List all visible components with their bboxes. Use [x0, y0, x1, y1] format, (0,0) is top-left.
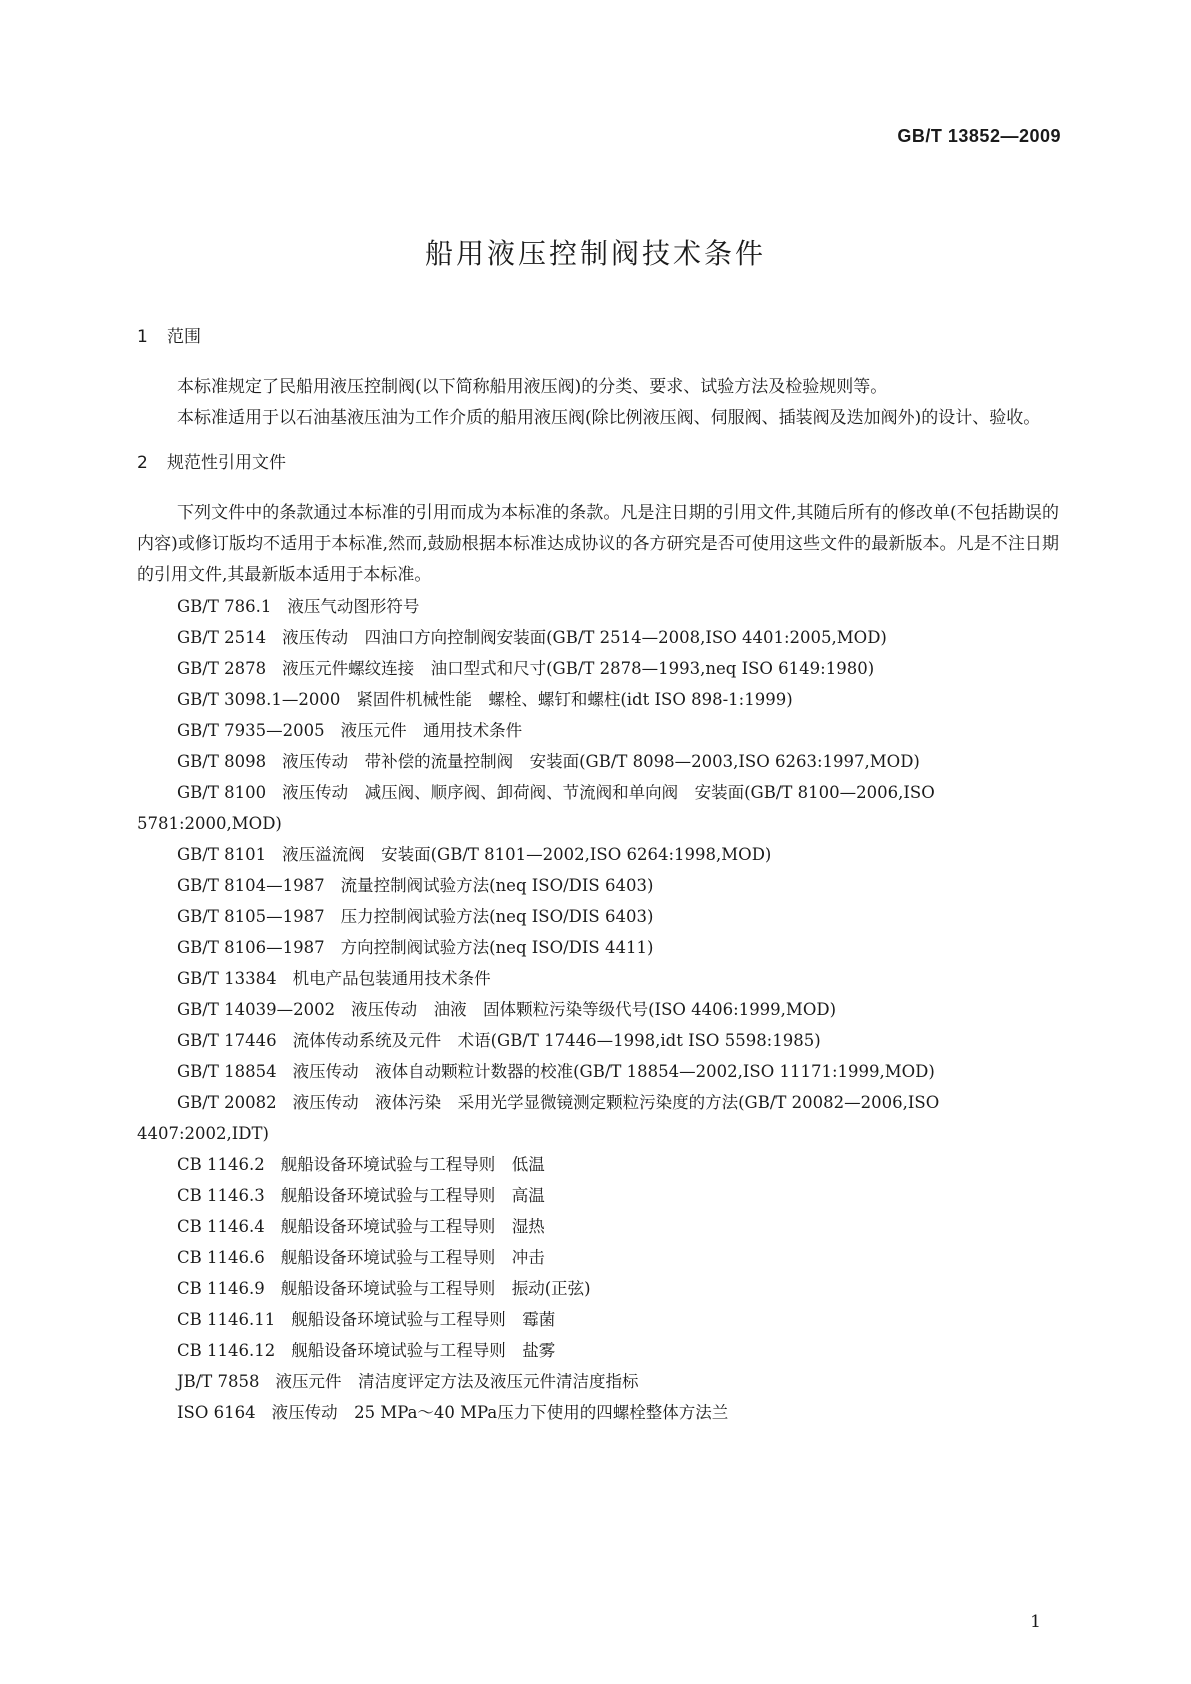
reference-code: GB/T 14039—2002: [177, 1000, 336, 1019]
reference-item: [137, 684, 1059, 715]
document-body: [137, 322, 1059, 1428]
reference-code: GB/T 18854: [177, 1062, 277, 1081]
reference-code: GB/T 8100: [177, 783, 267, 802]
reference-title: 液压传动 四油口方向控制阀安装面(GB/T 2514—2008,ISO 4401:2005,MOD): [282, 628, 887, 647]
reference-title: 舰船设备环境试验与工程导则 霉菌: [291, 1310, 556, 1329]
reference-title: 舰船设备环境试验与工程导则 盐雾: [291, 1341, 556, 1360]
reference-code: GB/T 20082: [177, 1093, 277, 1112]
reference-title: 液压传动 25 MPa～40 MPa压力下使用的四螺栓整体方法兰: [271, 1403, 729, 1422]
reference-title: 舰船设备环境试验与工程导则 湿热: [280, 1217, 545, 1236]
reference-code: GB/T 8104—1987: [177, 876, 325, 895]
reference-code: GB/T 8106—1987: [177, 938, 325, 957]
reference-code: GB/T 786.1: [177, 597, 272, 616]
reference-title: 液压溢流阀 安装面(GB/T 8101—2002,ISO 6264:1998,MOD): [282, 845, 772, 864]
reference-item: [137, 1273, 1059, 1304]
reference-title: 液压传动 油液 固体颗粒污染等级代号(ISO 4406:1999,MOD): [351, 1000, 837, 1019]
reference-item: [137, 715, 1059, 746]
reference-code: JB/T 7858: [177, 1372, 260, 1391]
reference-code: GB/T 8098: [177, 752, 267, 771]
reference-code: GB/T 7935—2005: [177, 721, 325, 740]
reference-code: GB/T 2514: [177, 628, 267, 647]
reference-item: [137, 1211, 1059, 1242]
reference-title: 液压元件螺纹连接 油口型式和尺寸(GB/T 2878—1993,neq ISO 6149:1980): [282, 659, 875, 678]
reference-title: 方向控制阀试验方法(neq ISO/DIS 4411): [340, 938, 654, 957]
reference-title: 机电产品包装通用技术条件: [292, 969, 491, 988]
reference-code: CB 1146.9: [177, 1279, 265, 1298]
reference-item: [137, 1304, 1059, 1335]
reference-title: 流量控制阀试验方法(neq ISO/DIS 6403): [340, 876, 654, 895]
reference-item: [137, 1335, 1059, 1366]
reference-title: 舰船设备环境试验与工程导则 高温: [280, 1186, 545, 1205]
reference-title: 压力控制阀试验方法(neq ISO/DIS 6403): [340, 907, 654, 926]
paragraph: 本标准规定了民船用液压控制阀(以下简称船用液压阀)的分类、要求、试验方法及检验规则等。: [177, 377, 888, 397]
reference-title: 舰船设备环境试验与工程导则 低温: [280, 1155, 545, 1174]
section-title: 规范性引用文件: [167, 453, 286, 473]
reference-title: 液压传动 液体自动颗粒计数器的校准(GB/T 18854—2002,ISO 11171:1999,MOD): [292, 1062, 935, 1081]
reference-title: 液压元件 通用技术条件: [340, 721, 523, 740]
paragraph: 本标准适用于以石油基液压油为工作介质的船用液压阀(除比例液压阀、伺服阀、插装阀及迭加阀外)的设计、验收。: [177, 408, 1041, 428]
reference-item: [137, 994, 1059, 1025]
section-number: 2: [137, 453, 148, 473]
reference-title: 液压传动 带补偿的流量控制阀 安装面(GB/T 8098—2003,ISO 6263:1997,MOD): [282, 752, 920, 771]
reference-item: [137, 777, 1059, 839]
reference-item: [137, 653, 1059, 684]
reference-code: CB 1146.12: [177, 1341, 276, 1360]
reference-item: [137, 622, 1059, 653]
reference-item: [137, 870, 1059, 901]
reference-code: CB 1146.2: [177, 1155, 265, 1174]
reference-code: GB/T 3098.1—2000: [177, 690, 341, 709]
reference-item: [137, 746, 1059, 777]
standard-code: GB/T 13852—2009: [897, 126, 1061, 146]
reference-item: [137, 1056, 1059, 1087]
section-heading-references: [137, 448, 1059, 478]
reference-item: [137, 1366, 1059, 1397]
reference-title: 舰船设备环境试验与工程导则 冲击: [280, 1248, 545, 1267]
reference-item: [137, 932, 1059, 963]
reference-title: 流体传动系统及元件 术语(GB/T 17446—1998,idt ISO 5598:1985): [292, 1031, 821, 1050]
reference-item: [137, 1180, 1059, 1211]
reference-code: GB/T 17446: [177, 1031, 277, 1050]
reference-code: GB/T 8105—1987: [177, 907, 325, 926]
reference-item: [137, 1149, 1059, 1180]
reference-item: [137, 963, 1059, 994]
paragraph: 下列文件中的条款通过本标准的引用而成为本标准的条款。凡是注日期的引用文件,其随后所有的修改单(不包括勘误的内容)或修订版均不适用于本标准,然而,鼓励根据本标准达成协议的各方研究是否可使用这些文件的最新版本。凡是不注日期的引用文件,其最新版本适用于本标准。: [137, 503, 1059, 585]
reference-code: CB 1146.3: [177, 1186, 265, 1205]
reference-item: [137, 591, 1059, 622]
reference-title: 液压气动图形符号: [287, 597, 420, 616]
reference-title: 液压传动 液体污染 采用光学显微镜测定颗粒污染度的方法(GB/T 20082—2006,ISO 4407:2002,IDT): [137, 1093, 940, 1143]
reference-code: CB 1146.11: [177, 1310, 276, 1329]
reference-code: GB/T 8101: [177, 845, 267, 864]
reference-code: ISO 6164: [177, 1403, 256, 1422]
reference-title: 液压元件 清洁度评定方法及液压元件清洁度指标: [275, 1372, 639, 1391]
reference-code: GB/T 2878: [177, 659, 267, 678]
section-heading-scope: [137, 322, 1059, 352]
section-number: 1: [137, 327, 148, 347]
reference-code: CB 1146.4: [177, 1217, 265, 1236]
reference-code: CB 1146.6: [177, 1248, 265, 1267]
reference-item: [137, 1025, 1059, 1056]
reference-item: [137, 1242, 1059, 1273]
reference-title: 紧固件机械性能 螺栓、螺钉和螺柱(idt ISO 898-1:1999): [356, 690, 793, 709]
reference-title: 液压传动 减压阀、顺序阀、卸荷阀、节流阀和单向阀 安装面(GB/T 8100—2006,ISO 5781:2000,MOD): [137, 783, 935, 833]
reference-code: GB/T 13384: [177, 969, 277, 988]
document-title: 船用液压控制阀技术条件: [424, 237, 766, 270]
reference-item: [137, 1397, 1059, 1428]
reference-list: [137, 591, 1059, 1428]
section-title: 范围: [167, 327, 201, 347]
reference-item: [137, 901, 1059, 932]
reference-title: 舰船设备环境试验与工程导则 振动(正弦): [280, 1279, 591, 1298]
reference-item: [137, 1087, 1059, 1149]
reference-item: [137, 839, 1059, 870]
page-number: 1: [1030, 1612, 1041, 1632]
